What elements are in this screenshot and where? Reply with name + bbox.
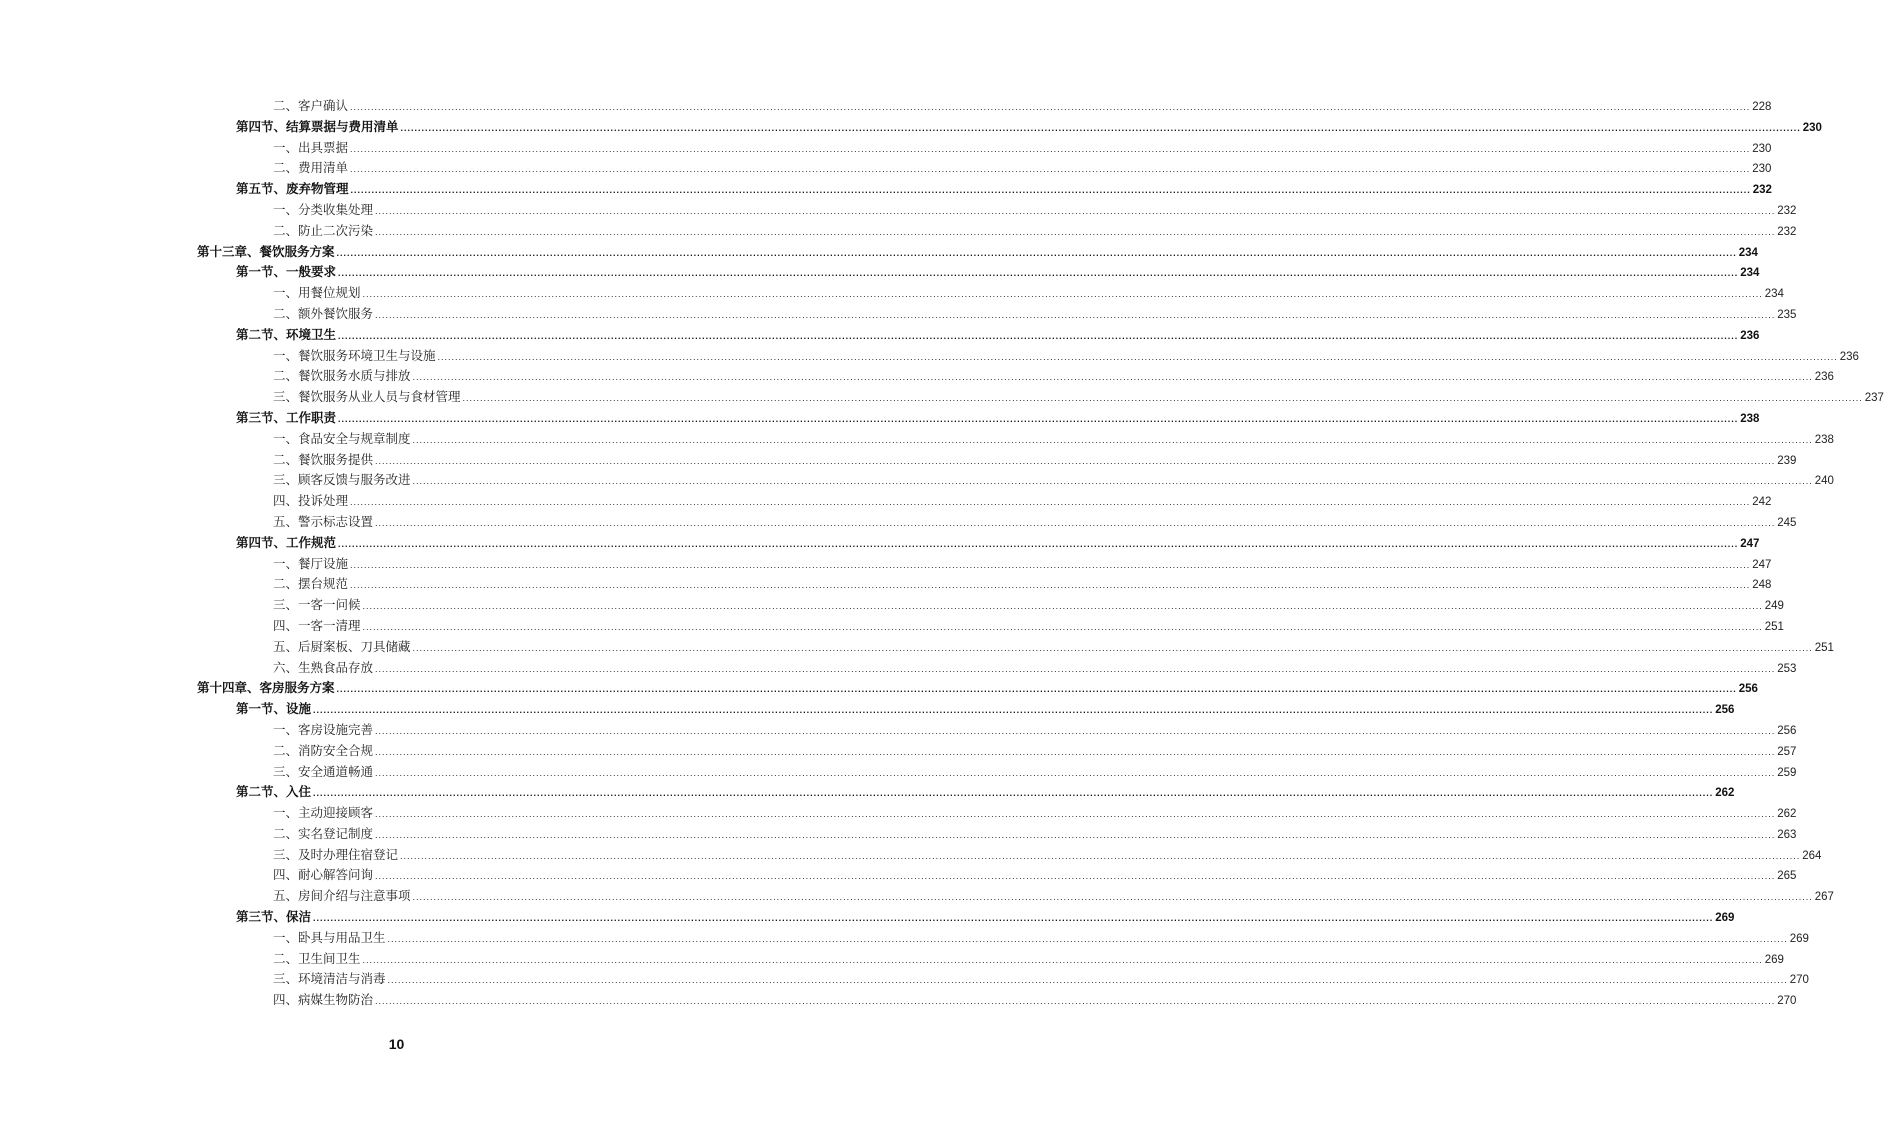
toc-entry-title: 一、餐饮服务环境卫生与设施 — [273, 347, 436, 363]
page-number: 10 — [388, 1036, 405, 1052]
toc-subsection-entry[interactable] — [0, 491, 1772, 512]
toc-entry-title: 第四节、工作规范 — [236, 534, 337, 550]
toc-entry-page-number: 256 — [1738, 683, 1758, 696]
toc-dot-leader: ................................................................................................................................................................................................................................................................................................................................................................................................................ — [313, 705, 1714, 716]
toc-entry-title: 二、卫生间卫生 — [273, 950, 361, 966]
toc-entry-title: 四、一客一清理 — [273, 617, 361, 633]
toc-entry-title: 三、环境清洁与消毒 — [273, 971, 386, 987]
toc-subsection-entry[interactable] — [0, 616, 1784, 637]
toc-entry-page-number: 270 — [1777, 995, 1797, 1008]
toc-entry-title: 三、安全通道畅通 — [273, 763, 374, 779]
toc-entry-page-number: 236 — [1814, 371, 1834, 384]
toc-dot-leader: ................................................................................................................................................................................................................................................................................................................................................................................................................ — [400, 850, 1801, 861]
toc-entry-title: 第二节、入住 — [236, 784, 312, 800]
toc-section-entry[interactable] — [0, 782, 1735, 803]
toc-subsection-entry[interactable] — [0, 637, 1834, 658]
toc-entry-title: 一、食品安全与规章制度 — [273, 430, 411, 446]
toc-dot-leader: ................................................................................................................................................................................................................................................................................................................................................................................................................ — [338, 268, 1739, 279]
toc-dot-leader: ................................................................................................................................................................................................................................................................................................................................................................................................................ — [375, 996, 1776, 1007]
toc-subsection-entry[interactable] — [0, 138, 1772, 159]
toc-dot-leader: ................................................................................................................................................................................................................................................................................................................................................................................................................ — [350, 497, 1751, 508]
toc-subsection-entry[interactable] — [0, 96, 1772, 117]
toc-section-entry[interactable] — [0, 117, 1822, 138]
toc-subsection-entry[interactable] — [0, 928, 1809, 949]
toc-entry-page-number: 262 — [1777, 808, 1797, 821]
toc-subsection-entry[interactable] — [0, 595, 1784, 616]
toc-entry-page-number: 232 — [1752, 184, 1772, 197]
toc-entry-title: 二、额外餐饮服务 — [273, 305, 374, 321]
toc-entry-title: 三、餐饮服务从业人员与食材管理 — [273, 389, 461, 405]
toc-entry-page-number: 267 — [1814, 891, 1834, 904]
toc-dot-leader: ................................................................................................................................................................................................................................................................................................................................................................................................................ — [387, 975, 1788, 986]
toc-subsection-entry[interactable] — [0, 824, 1797, 845]
toc-subsection-entry[interactable] — [0, 658, 1797, 679]
toc-dot-leader: ................................................................................................................................................................................................................................................................................................................................................................................................................ — [350, 580, 1751, 591]
toc-chapter-entry[interactable] — [0, 242, 1758, 263]
toc-entry-title: 三、一客一问候 — [273, 597, 361, 613]
toc-entry-page-number: 228 — [1752, 101, 1772, 113]
toc-subsection-entry[interactable] — [0, 470, 1834, 491]
toc-entry-page-number: 269 — [1789, 932, 1809, 945]
toc-entry-title: 第二节、环境卫生 — [236, 326, 337, 342]
toc-entry-title: 一、卧具与用品卫生 — [273, 929, 386, 945]
toc-dot-leader: ................................................................................................................................................................................................................................................................................................................................................................................................................ — [350, 559, 1751, 570]
toc-dot-leader: ................................................................................................................................................................................................................................................................................................................................................................................................................ — [437, 351, 1838, 362]
toc-entry-title: 五、后厨案板、刀具储藏 — [273, 638, 411, 654]
toc-entry-page-number: 245 — [1777, 516, 1797, 529]
toc-entry-page-number: 247 — [1740, 537, 1760, 550]
toc-dot-leader: ................................................................................................................................................................................................................................................................................................................................................................................................................ — [412, 476, 1813, 487]
toc-subsection-entry[interactable] — [0, 221, 1797, 242]
toc-section-entry[interactable] — [0, 179, 1772, 200]
toc-subsection-entry[interactable] — [0, 158, 1772, 179]
toc-entry-title: 一、餐厅设施 — [273, 555, 349, 571]
toc-entry-page-number: 232 — [1777, 225, 1797, 238]
toc-entry-title: 一、分类收集处理 — [273, 201, 374, 217]
toc-entry-title: 一、客房设施完善 — [273, 721, 374, 737]
toc-entry-title: 二、防止二次污染 — [273, 222, 374, 238]
toc-entry-title: 一、主动迎接顾客 — [273, 805, 374, 821]
toc-entry-title: 第四节、结算票据与费用清单 — [236, 118, 399, 134]
toc-entry-page-number: 234 — [1764, 288, 1784, 301]
toc-entry-title: 二、餐饮服务提供 — [273, 451, 374, 467]
toc-subsection-entry[interactable] — [0, 865, 1797, 886]
toc-entry-page-number: 240 — [1814, 475, 1834, 488]
toc-entry-page-number: 236 — [1740, 329, 1760, 342]
toc-entry-page-number: 230 — [1752, 142, 1772, 155]
toc-entry-title: 第三节、保洁 — [236, 909, 312, 925]
toc-entry-page-number: 251 — [1814, 641, 1834, 654]
toc-subsection-entry[interactable] — [0, 990, 1797, 1011]
toc-entry-title: 五、警示标志设置 — [273, 513, 374, 529]
toc-dot-leader: ................................................................................................................................................................................................................................................................................................................................................................................................................ — [350, 164, 1751, 175]
toc-entry-page-number: 239 — [1777, 454, 1797, 467]
toc-dot-leader: ................................................................................................................................................................................................................................................................................................................................................................................................................ — [375, 517, 1776, 528]
toc-entry-page-number: 247 — [1752, 558, 1772, 571]
toc-entry-page-number: 237 — [1864, 392, 1884, 405]
toc-entry-title: 二、消防安全合规 — [273, 742, 374, 758]
toc-dot-leader: ................................................................................................................................................................................................................................................................................................................................................................................................................ — [375, 746, 1776, 757]
toc-dot-leader: ................................................................................................................................................................................................................................................................................................................................................................................................................ — [412, 642, 1813, 653]
toc-entry-page-number: 253 — [1777, 662, 1797, 675]
toc-entry-page-number: 234 — [1738, 246, 1758, 259]
toc-entry-title: 二、摆台规范 — [273, 576, 349, 592]
toc-entry-title: 第十四章、客房服务方案 — [197, 680, 335, 696]
toc-subsection-entry[interactable] — [0, 283, 1784, 304]
toc-section-entry[interactable] — [0, 262, 1760, 283]
toc-dot-leader: ................................................................................................................................................................................................................................................................................................................................................................................................................ — [350, 143, 1751, 154]
toc-dot-leader: ................................................................................................................................................................................................................................................................................................................................................................................................................ — [375, 455, 1776, 466]
toc-subsection-entry[interactable] — [0, 574, 1772, 595]
toc-entry-page-number: 256 — [1715, 704, 1735, 717]
toc-entry-title: 二、实名登记制度 — [273, 825, 374, 841]
toc-subsection-entry[interactable] — [0, 346, 1859, 367]
toc-dot-leader: ................................................................................................................................................................................................................................................................................................................................................................................................................ — [412, 434, 1813, 445]
toc-dot-leader: ................................................................................................................................................................................................................................................................................................................................................................................................................ — [362, 621, 1763, 632]
toc-dot-leader: ................................................................................................................................................................................................................................................................................................................................................................................................................ — [338, 538, 1739, 549]
toc-entry-page-number: 232 — [1777, 204, 1797, 217]
toc-subsection-entry[interactable] — [0, 886, 1834, 907]
toc-entry-title: 六、生熟食品存放 — [273, 659, 374, 675]
toc-entry-page-number: 259 — [1777, 766, 1797, 779]
toc-subsection-entry[interactable] — [0, 949, 1784, 970]
toc-entry-page-number: 257 — [1777, 745, 1797, 758]
toc-entry-page-number: 256 — [1777, 724, 1797, 737]
toc-subsection-entry[interactable] — [0, 845, 1822, 866]
toc-dot-leader: ................................................................................................................................................................................................................................................................................................................................................................................................................ — [375, 809, 1776, 820]
toc-entry-page-number: 235 — [1777, 308, 1797, 321]
toc-dot-leader: ................................................................................................................................................................................................................................................................................................................................................................................................................ — [387, 933, 1788, 944]
toc-entry-page-number: 251 — [1764, 620, 1784, 633]
toc-dot-leader: ................................................................................................................................................................................................................................................................................................................................................................................................................ — [462, 393, 1863, 404]
toc-dot-leader: ................................................................................................................................................................................................................................................................................................................................................................................................................ — [350, 185, 1751, 196]
toc-entry-title: 第一节、一般要求 — [236, 264, 337, 280]
toc-entry-title: 第五节、废弃物管理 — [236, 181, 349, 197]
toc-entry-page-number: 234 — [1740, 267, 1760, 280]
toc-dot-leader: ................................................................................................................................................................................................................................................................................................................................................................................................................ — [375, 871, 1776, 882]
toc-dot-leader: ................................................................................................................................................................................................................................................................................................................................................................................................................ — [313, 913, 1714, 924]
toc-dot-leader: ................................................................................................................................................................................................................................................................................................................................................................................................................ — [338, 330, 1739, 341]
toc-entry-page-number: 230 — [1802, 121, 1822, 134]
table-of-contents — [0, 96, 1884, 1011]
toc-subsection-entry[interactable] — [0, 366, 1834, 387]
toc-subsection-entry[interactable] — [0, 304, 1797, 325]
toc-entry-page-number: 230 — [1752, 163, 1772, 176]
toc-dot-leader: ................................................................................................................................................................................................................................................................................................................................................................................................................ — [412, 372, 1813, 383]
toc-section-entry[interactable] — [0, 907, 1735, 928]
toc-dot-leader: ................................................................................................................................................................................................................................................................................................................................................................................................................ — [313, 788, 1714, 799]
toc-subsection-entry[interactable] — [0, 554, 1772, 575]
toc-dot-leader: ................................................................................................................................................................................................................................................................................................................................................................................................................ — [375, 767, 1776, 778]
toc-dot-leader: ................................................................................................................................................................................................................................................................................................................................................................................................................ — [375, 205, 1776, 216]
toc-dot-leader: ................................................................................................................................................................................................................................................................................................................................................................................................................ — [375, 226, 1776, 237]
toc-subsection-entry[interactable] — [0, 200, 1797, 221]
toc-entry-title: 三、顾客反馈与服务改进 — [273, 472, 411, 488]
toc-entry-page-number: 248 — [1752, 579, 1772, 592]
toc-subsection-entry[interactable] — [0, 762, 1797, 783]
toc-section-entry[interactable] — [0, 408, 1760, 429]
toc-entry-page-number: 242 — [1752, 496, 1772, 509]
toc-entry-title: 一、出具票据 — [273, 139, 349, 155]
toc-entry-page-number: 263 — [1777, 828, 1797, 841]
toc-subsection-entry[interactable] — [0, 741, 1797, 762]
toc-entry-title: 第三节、工作职责 — [236, 409, 337, 425]
toc-dot-leader: ................................................................................................................................................................................................................................................................................................................................................................................................................ — [400, 122, 1801, 133]
toc-subsection-entry[interactable] — [0, 387, 1884, 408]
toc-entry-page-number: 265 — [1777, 870, 1797, 883]
toc-entry-title: 第十三章、餐饮服务方案 — [197, 243, 335, 259]
toc-entry-page-number: 249 — [1764, 600, 1784, 613]
toc-entry-title: 二、餐饮服务水质与排放 — [273, 368, 411, 384]
toc-dot-leader: ................................................................................................................................................................................................................................................................................................................................................................................................................ — [362, 601, 1763, 612]
toc-section-entry[interactable] — [0, 699, 1735, 720]
toc-entry-title: 四、耐心解答问询 — [273, 867, 374, 883]
toc-subsection-entry[interactable] — [0, 512, 1797, 533]
toc-entry-page-number: 264 — [1802, 849, 1822, 862]
toc-subsection-entry[interactable] — [0, 803, 1797, 824]
toc-dot-leader: ................................................................................................................................................................................................................................................................................................................................................................................................................ — [336, 247, 1737, 258]
toc-entry-title: 第一节、设施 — [236, 701, 312, 717]
toc-entry-title: 二、客户确认 — [273, 98, 349, 113]
toc-entry-title: 四、投诉处理 — [273, 493, 349, 509]
toc-subsection-entry[interactable] — [0, 720, 1797, 741]
toc-dot-leader: ................................................................................................................................................................................................................................................................................................................................................................................................................ — [375, 309, 1776, 320]
toc-entry-title: 四、病媒生物防治 — [273, 992, 374, 1008]
toc-entry-title: 五、房间介绍与注意事项 — [273, 888, 411, 904]
toc-subsection-entry[interactable] — [0, 429, 1834, 450]
toc-dot-leader: ................................................................................................................................................................................................................................................................................................................................................................................................................ — [362, 954, 1763, 965]
toc-section-entry[interactable] — [0, 325, 1760, 346]
toc-dot-leader: ................................................................................................................................................................................................................................................................................................................................................................................................................ — [412, 892, 1813, 903]
toc-dot-leader: ................................................................................................................................................................................................................................................................................................................................................................................................................ — [350, 102, 1751, 112]
toc-entry-page-number: 238 — [1740, 412, 1760, 425]
toc-dot-leader: ................................................................................................................................................................................................................................................................................................................................................................................................................ — [362, 289, 1763, 300]
toc-entry-title: 二、费用清单 — [273, 160, 349, 176]
toc-dot-leader: ................................................................................................................................................................................................................................................................................................................................................................................................................ — [375, 663, 1776, 674]
toc-section-entry[interactable] — [0, 533, 1760, 554]
toc-subsection-entry[interactable] — [0, 969, 1809, 990]
toc-entry-page-number: 262 — [1715, 787, 1735, 800]
toc-entry-title: 一、用餐位规划 — [273, 285, 361, 301]
toc-entry-page-number: 270 — [1789, 974, 1809, 987]
toc-dot-leader: ................................................................................................................................................................................................................................................................................................................................................................................................................ — [336, 684, 1737, 695]
toc-chapter-entry[interactable] — [0, 678, 1758, 699]
toc-dot-leader: ................................................................................................................................................................................................................................................................................................................................................................................................................ — [375, 725, 1776, 736]
toc-entry-page-number: 269 — [1764, 953, 1784, 966]
toc-subsection-entry[interactable] — [0, 450, 1797, 471]
toc-dot-leader: ................................................................................................................................................................................................................................................................................................................................................................................................................ — [375, 829, 1776, 840]
toc-entry-title: 三、及时办理住宿登记 — [273, 846, 399, 862]
toc-dot-leader: ................................................................................................................................................................................................................................................................................................................................................................................................................ — [338, 413, 1739, 424]
toc-entry-page-number: 269 — [1715, 912, 1735, 925]
toc-entry-page-number: 236 — [1839, 350, 1859, 363]
toc-entry-page-number: 238 — [1814, 433, 1834, 446]
